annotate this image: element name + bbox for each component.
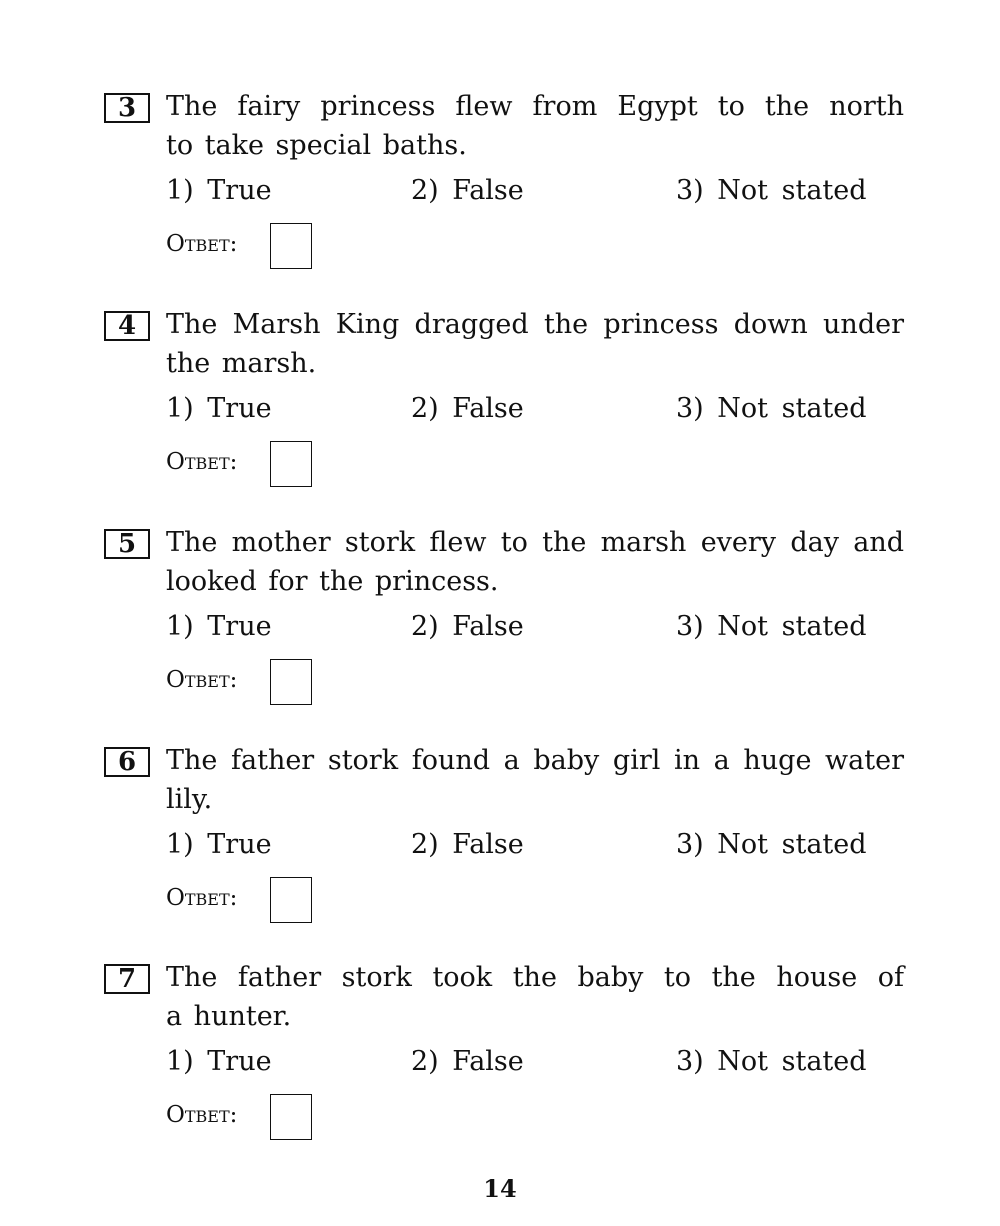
question-statement: [166, 523, 904, 601]
answer-box[interactable]: [270, 441, 312, 487]
option-not-stated: 3) Not stated: [676, 829, 867, 860]
answer-box[interactable]: [270, 223, 312, 269]
question-number-box: 6: [104, 747, 150, 777]
statement-line: looked for the princess.: [166, 566, 499, 597]
question-number-box: 4: [104, 311, 150, 341]
question-statement: [166, 305, 904, 383]
statement-line: The Marsh King dragged the princess down under: [166, 309, 904, 340]
option-not-stated: 3) Not stated: [676, 175, 867, 206]
option-false: 2) False: [411, 611, 524, 642]
option-true: 1) True: [166, 393, 272, 424]
option-not-stated: 3) Not stated: [676, 611, 867, 642]
statement-line: the marsh.: [166, 348, 317, 379]
answer-label: Ответ:: [166, 449, 238, 475]
question-number-box: 7: [104, 964, 150, 994]
option-true: 1) True: [166, 829, 272, 860]
question-number-box: 5: [104, 529, 150, 559]
option-false: 2) False: [411, 829, 524, 860]
answer-box[interactable]: [270, 1094, 312, 1140]
answer-label: Ответ:: [166, 667, 238, 693]
option-not-stated: 3) Not stated: [676, 1046, 867, 1077]
answer-label: Ответ:: [166, 1102, 238, 1128]
answer-label: Ответ:: [166, 231, 238, 257]
answer-label: Ответ:: [166, 885, 238, 911]
question-statement: [166, 741, 904, 819]
answer-options: [166, 393, 904, 429]
statement-line: The father stork found a baby girl in a huge water: [166, 745, 904, 776]
statement-line: lily.: [166, 784, 213, 815]
question-statement: [166, 958, 904, 1036]
option-not-stated: 3) Not stated: [676, 393, 867, 424]
option-false: 2) False: [411, 1046, 524, 1077]
option-false: 2) False: [411, 393, 524, 424]
statement-line: The mother stork flew to the marsh every day and: [166, 527, 904, 558]
answer-options: [166, 829, 904, 865]
statement-line: a hunter.: [166, 1001, 292, 1032]
answer-options: [166, 175, 904, 211]
statement-line: to take special baths.: [166, 130, 467, 161]
statement-line: The fairy princess flew from Egypt to the north: [166, 91, 904, 122]
answer-options: [166, 611, 904, 647]
question-number-box: 3: [104, 93, 150, 123]
answer-box[interactable]: [270, 877, 312, 923]
option-true: 1) True: [166, 175, 272, 206]
option-true: 1) True: [166, 1046, 272, 1077]
page-number: 14: [483, 1174, 517, 1203]
question-statement: [166, 87, 904, 165]
statement-line: The father stork took the baby to the house of: [166, 962, 904, 993]
answer-options: [166, 1046, 904, 1082]
answer-box[interactable]: [270, 659, 312, 705]
option-true: 1) True: [166, 611, 272, 642]
option-false: 2) False: [411, 175, 524, 206]
